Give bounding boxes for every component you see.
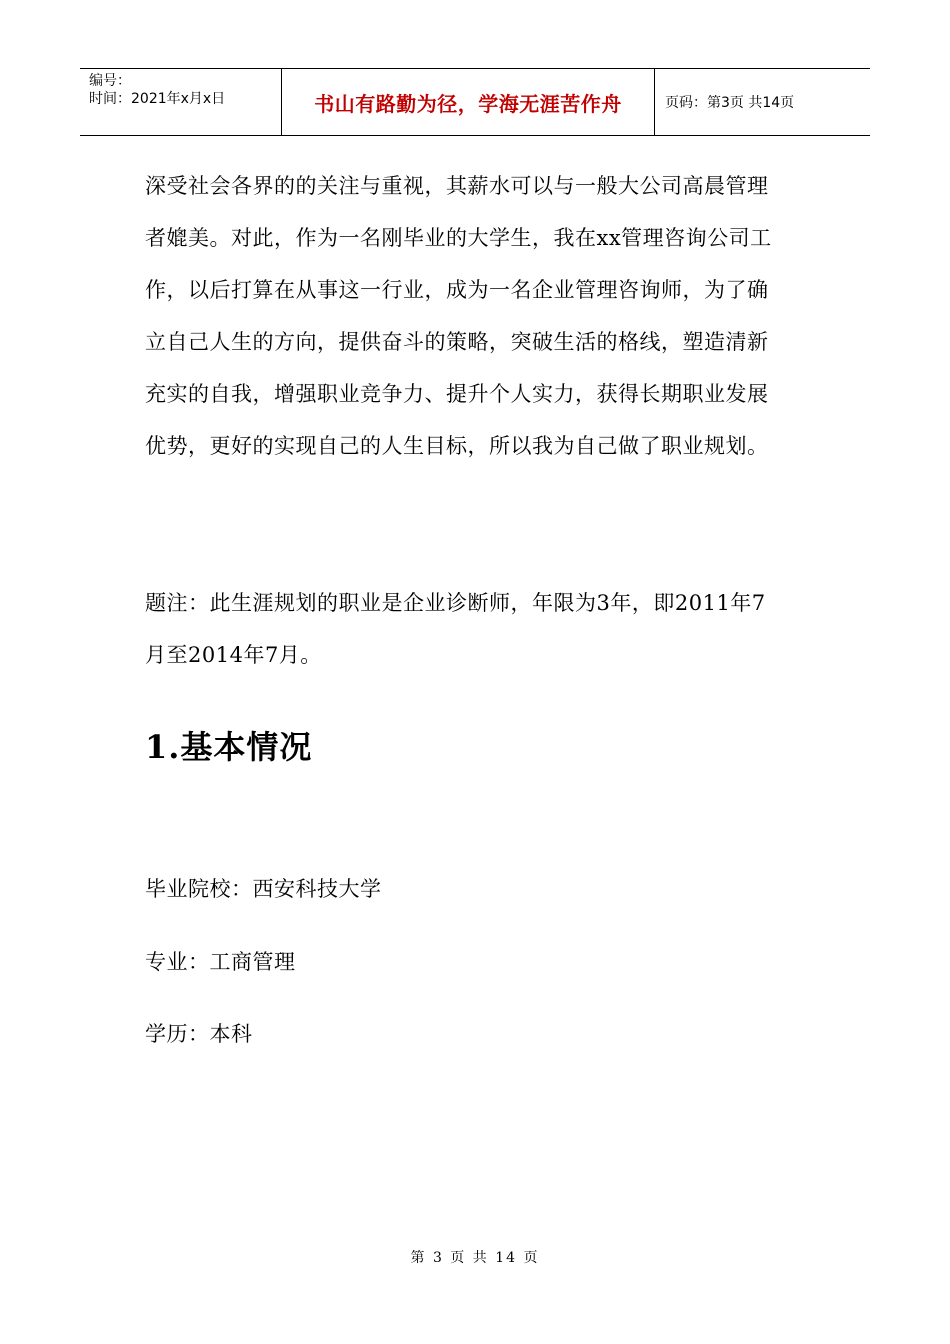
paragraph-line: 者媲美。对此，作为一名刚毕业的大学生，我在xx管理咨询公司工	[145, 226, 772, 250]
paragraph-line: 充实的自我，增强职业竞争力、提升个人实力，获得长期职业发展	[145, 382, 769, 406]
note-line: 月至2014年7月。	[145, 643, 322, 667]
serial-number-label: 编号：	[89, 73, 131, 89]
paragraph-line: 优势，更好的实现自己的人生目标，所以我为自己做了职业规划。	[145, 434, 769, 458]
paragraph-line: 作，以后打算在从事这一行业，成为一名企业管理咨询师，为了确	[145, 278, 769, 302]
header-meta-cell	[80, 69, 282, 135]
school-info: 毕业院校：西安科技大学	[145, 877, 382, 901]
paragraph-line: 立自己人生的方向，提供奋斗的策略，突破生活的格线，塑造清新	[145, 330, 769, 354]
page-code: 页码：第3页 共14页	[665, 95, 795, 111]
date-label: 时间：2021年x月x日	[89, 91, 226, 107]
motto-text: 书山有路勤为径，学海无涯苦作舟	[314, 91, 622, 116]
body-paragraph	[145, 160, 805, 472]
header-page-cell	[655, 69, 870, 135]
major-info: 专业：工商管理	[145, 950, 296, 974]
note-line: 题注：此生涯规划的职业是企业诊断师，年限为3年，即2011年7	[145, 591, 766, 615]
page-footer: 第 3 页 共 14 页	[410, 1250, 540, 1266]
body-content	[145, 160, 805, 681]
degree-info: 学历：本科	[145, 1022, 253, 1046]
document-header	[80, 68, 870, 136]
title-note	[145, 577, 805, 681]
section-heading: 1.基本情况	[145, 728, 313, 766]
paragraph-line: 深受社会各界的的关注与重视，其薪水可以与一般大公司高晨管理	[145, 174, 769, 198]
header-motto-cell	[282, 69, 655, 135]
